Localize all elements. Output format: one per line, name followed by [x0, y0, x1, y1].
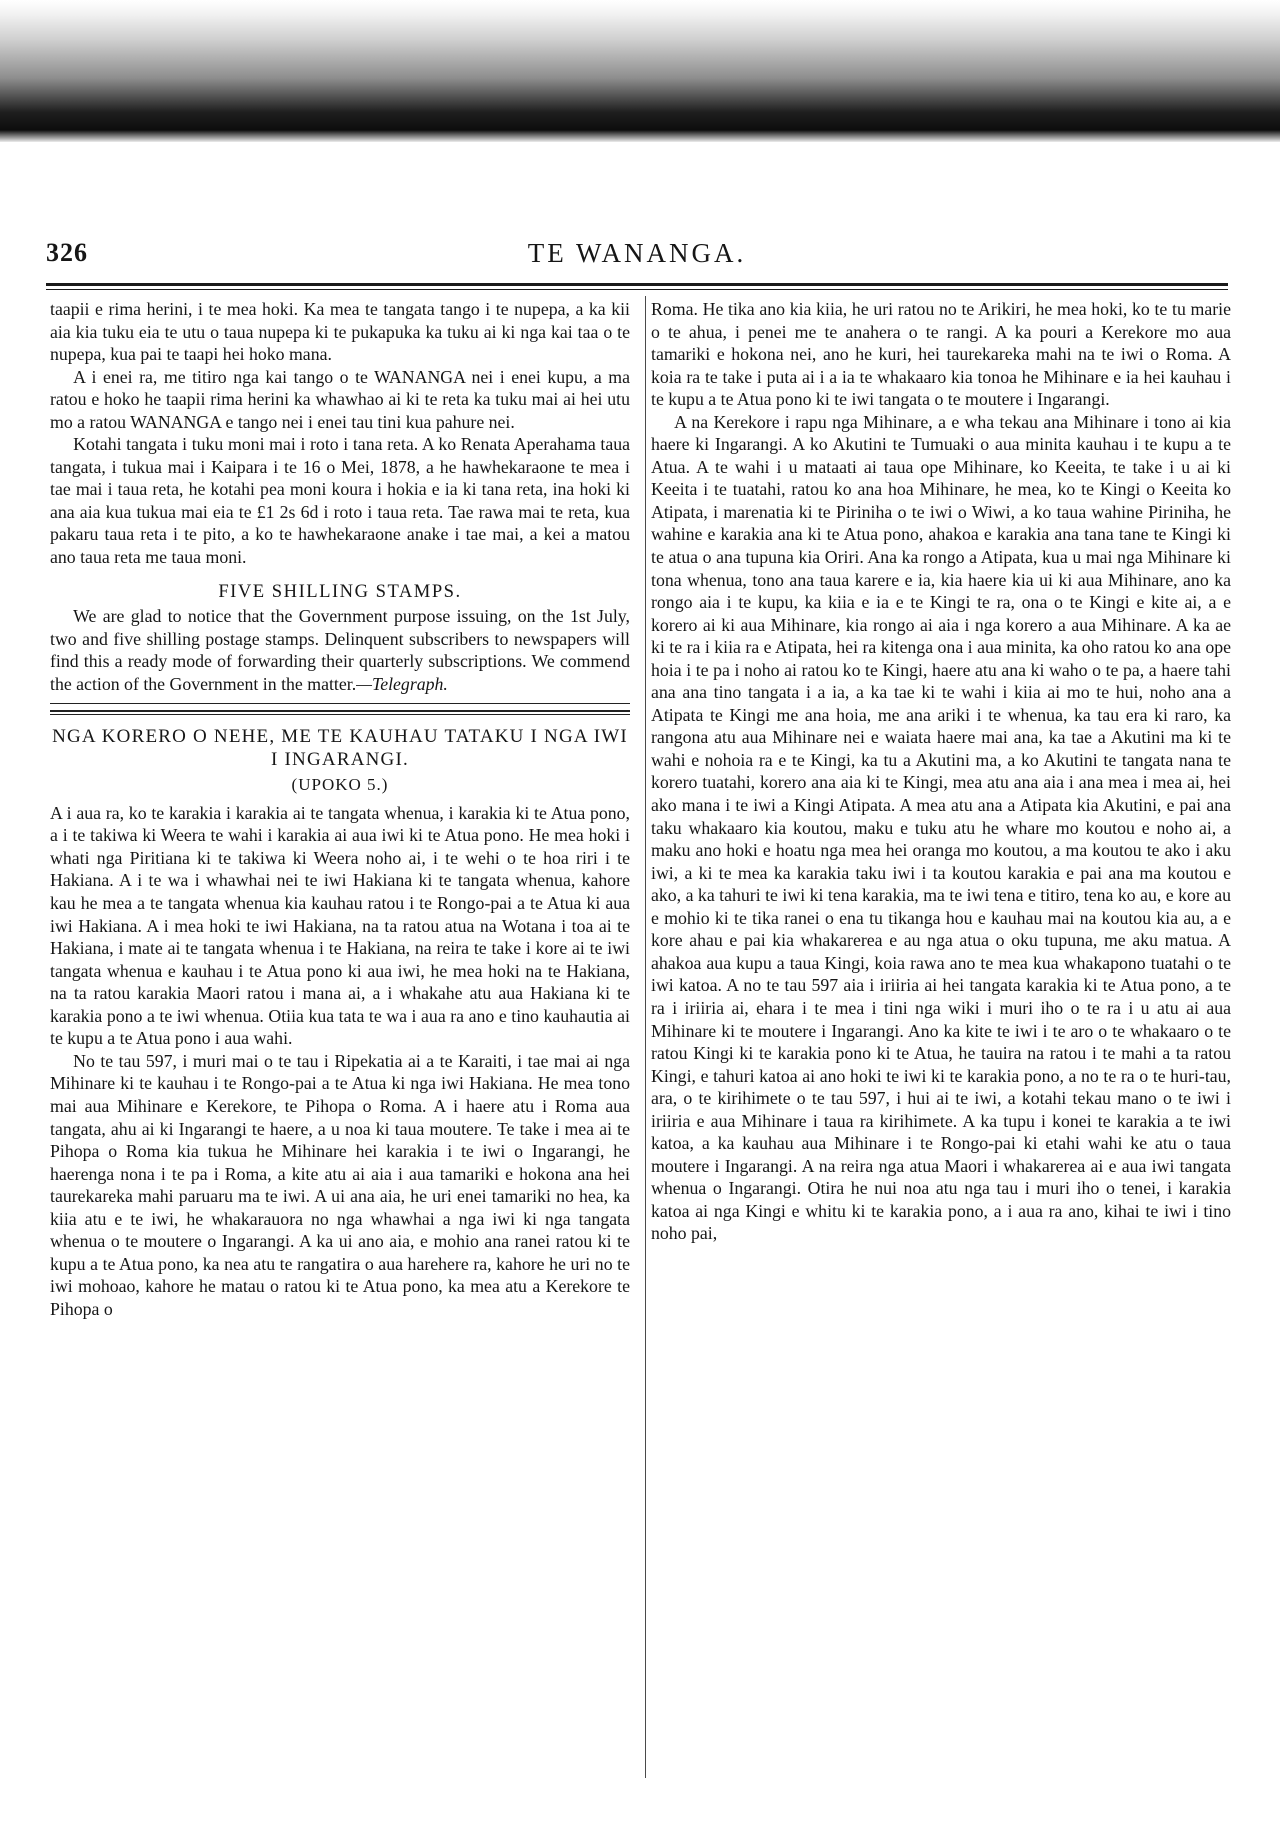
scanned-page-top-band — [0, 0, 1280, 142]
stamps-credit: —Telegraph. — [356, 673, 448, 694]
page-header — [46, 238, 1228, 274]
paragraph: taapii e rima herini, i te mea hoki. Ka mea te tangata tango i te nupepa, a ka kii aia kia tuku eia te utu o taua nupepa ki te pukapuka ka tuku ai ki nga kai taa o te nupepa, kua pai te taapi hei hoko mana. — [50, 299, 630, 365]
paragraph: A na Kerekore i rapu nga Mihinare, a e wha tekau ana Mihinare i tono ai kia haere ki Ingarangi. A ko Akutini te Tumuaki o aua minita kauhau i te kupu a te Atua. A te wahi i u mataati ai taua ope Mihinare, ko Keeita, te take i u ai ki Keeita i te tuatahi, ratou ko ana hoa Mihinare, he mea, ko te Kingi o Keeita ko Atipata, i marenatia ki te Piriniha o te iwi o Wiwi, a ko taua wahine Piriniha, he wahine e karakia ana ki te Atua pono, ahakoa e karakia ana tana tane te Kingi ki te atua o ana tupuna kia Oriri. Ana ka rongo a Atipata, kua u mai nga Mihinare ki tona whenua, tono ana taua karere e ia, kia haere kia ui ki aua Mihinare, ano ka rongo aia i te kupu, ka kiia e ia e te Kingi te ra, ona o te Kingi e kite ai, a e korero ai ki aua Mihinare, kia rongo ai aia i nga korero a aua Mihinare. A ka ae ki te ra i kiia ra e Atipata, hei ra kitenga ona i aua minita, ka oho ratou ko ana ope hoia i te pa i noho ai ratou ko te Kingi, haere atu ana ki waho o te pa, a haere tahi ana ana tino tangata i a ia, a ka tae ki te wahi i kiia ai mo te hui, noho ana a Atipata te Kingi me ana hoia, me ana ariki i te whenua, ka tau era ki raro, ka rangona atu aua Mihinare nei e waiata haere mai ana, ka tae a Akutini ma ki te wahi e nohoia ra e te Kingi, ka tu a Akutini ma, a ko Akutini te tangata nana te korero tuatahi, korero ana aia ki te Kingi, mea atu ana aia i ana mea i mea ai, hei ako mana i te iwi a Kingi Atipata. A mea atu ana a Atipata kia Akutini, e pai ana taku whakaaro kia koutou, maku e tuku atu he whare mo koutou e noho ai, a maku ano hoki e hoatu nga mea hei oranga mo koutou, a ma koutou te ako i aku iwi, a ki te mea ka karakia taku iwi i ta koutou karakia e pai ana ma koutou e ako, a ka tahuri te iwi ki tena karakia, ma te iwi tena e titiro, tena ko au, e kore au e mohio ki te tika ranei o ena tu tikanga hou e kauhau mai na koutou kia au, a e kore ahau e pai kia whakarerea e au nga atua o oku tupuna, me aku matua. A ahakoa aua kupu a taua Kingi, koia rawa ano te mea kua whakapono tuatahi o te iwi katoa. A no te tau 597 aia i iriiria ai hei tangata karakia ki te Atua pono, a te ra i iriiria ai, ehara i te mea i tini nga wiki i muri iho o te ra i u atu ai aua Mihinare ki te moutere i Ingarangi. Ano ka kite te iwi i te aro o te whakaaro o te ratou Kingi ki te karakia pono ki te Atua, he tauira na ratou i te mahi a ta ratou Kingi, e tahuri katoa ai ano hoki te iwi ki te karakia pono, a no te ra o te huri-tau, ara, o te kirihimete o te tau 597, i hui ai te iwi, a kotahi tekau mano o te iwi i iriiria e aua Mihinare i taua ra kirihimete. A ka tupu i konei te karakia a te iwi katoa, a ka kauhau aua Mihinare i te Rongo-pai ki etahi wahi ke atu o taua moutere i Ingarangi. A na reira nga atua Maori i whakarerea ai e aua iwi tangata whenua o Ingarangi. Otira he nui noa atu nga tau i muri iho o tenei, i karakia katoa ai nga Kingi e whitu ki te karakia pono, a i aua ra ano, kihai te iwi i tino noho pai, — [651, 411, 1231, 1244]
paragraph: Roma. He tika ano kia kiia, he uri ratou no te Arikiri, he mea hoki, ko te tu marie o te ahua, i penei me te anahera o te rangi. A ka pouri a Kerekore mo aua tamariki e hokona nei, ano he kuri, hei taurekareka mahi na te iwi o Roma. A koia ra te take i puta ai i a ia te whakaaro kia tonoa he Mihinare e ia hei kauhau i te kupu a te Atua pono ki te iwi tangata o te moutere i Ingarangi. — [651, 299, 1231, 410]
header-rule-thin — [46, 289, 1228, 290]
stamps-text: We are glad to notice that the Government purpose issuing, on the 1st July, two and five shilling postage stamps. Delinquent subscribers to newspapers will find this a ready mode of forwarding their quarterly subscriptions. We commend the action of the Government in the matter. — [50, 606, 630, 694]
column-divider — [645, 296, 646, 1778]
paragraph: A i enei ra, me titiro nga kai tango o te WANANGA nei i enei kupu, a ma ratou e hoko he taapii rima herini ka whawhao ai ki te reta ka tuku mai ai hei utu mo a ratou WANANGA e tango nei i enei tau tini kua pahure nei. — [50, 366, 630, 432]
page-number: 326 — [46, 238, 88, 267]
paragraph: Kotahi tangata i tuku moni mai i roto i tana reta. A ko Renata Aperahama taua tangata, i tukua mai i Kaipara i te 16 o Mei, 1878, a he hawhekaraone te mea i tae mai i taua reta, he kotahi pea moni koura i hokia e ia ki tana reta, ina hoki ki ana aia kua tukua mai eia te £1 2s 6d i roto i taua reta. Tae rawa mai te reta, kua pakaru taua reta i te pito, a ko te hawhekaraone anake i tae mai, a kei a matou ano taua reta me taua moni. — [50, 434, 630, 568]
section-divider — [50, 703, 630, 704]
chapter-label: (UPOKO 5.) — [291, 775, 389, 795]
paragraph: A i aua ra, ko te karakia i karakia ai te tangata whenua, i karakia ki te Atua pono, a i te takiwa ki Weera te wahi i karakia ai aua iwi ki te Atua pono. He mea hoki i whati nga Piritiana ki te takiwa ki Weera noho ai, i te wehi o te hoa riri i te Hakiana. A i te wa i whawhai nei te iwi Hakiana ki te tangata whenua, kahore kau he mea a te tangata whenua kia kauhau ratou i te Rongo-pai a te Atua ki aua iwi Hakiana. A i mea hoki te iwi Hakiana, na ta ratou atua na Wotana i toa ai te Hakiana, i mate ai te tangata whenua i te Hakiana, na reira te take i kore ai te iwi tangata whenua e kauhau i te Atua pono ki aua iwi, he mea hoki na te Hakiana, na ta ratou karakia Maori ratou i mana ai, a i whakahe atu aua Hakiana ki te karakia pono a te iwi whenua. Otiia kua tata te wa i aua ra ano e tino kauhautia ai te kupu a te Atua pono i aua wahi. — [50, 802, 630, 1049]
header-rule-thick — [46, 283, 1228, 286]
article-heading: NGA KORERO O NEHE, ME TE KAUHAU TATAKU I NGA IWI I INGARANGI. — [52, 726, 628, 771]
stamps-article — [50, 605, 630, 695]
paragraph: No te tau 597, i muri mai o te tau i Ripekatia ai a te Karaiti, i tae mai ai nga Mihinare ki te kauhau i te Rongo-pai a te Atua ki nga iwi Hakiana. He mea tono mai aua Mihinare e Kerekore, te Pihopa o Roma. A i haere atu i Roma aua tangata, ahu ai ki Ingarangi te haere, a u noa ki taua moutere. Te take i mea ai te Pihopa o Roma kia tukua he Mihinare hei karakia i te iwi o Ingarangi, he haerenga nona i te pa i Roma, a kite atu ai aia i aua tamariki e hokona ana hei taurekareka mahi paruaru ma te iwi. A ui ana aia, he uri enei tamariki no hea, ka kiia atu e te iwi, he whakarauora no nga whawhai a nga iwi ki nga tangata whenua o te moutere o Ingarangi. A ka ui ano aia, e mohio ana ranei ratou ki te kupu a te Atua pono, ka nea atu te rangatira o aua harehere ra, kahore he uri no te iwi mohoao, kahore he matau o ratou ki te Atua pono, ka mea atu a Kerekore te Pihopa o — [50, 1050, 630, 1319]
section-divider-double — [50, 710, 630, 715]
newspaper-title: TE WANANGA. — [527, 238, 747, 268]
right-column — [651, 298, 1231, 1778]
left-column — [50, 298, 630, 1778]
section-heading-stamps: FIVE SHILLING STAMPS. — [218, 580, 462, 602]
